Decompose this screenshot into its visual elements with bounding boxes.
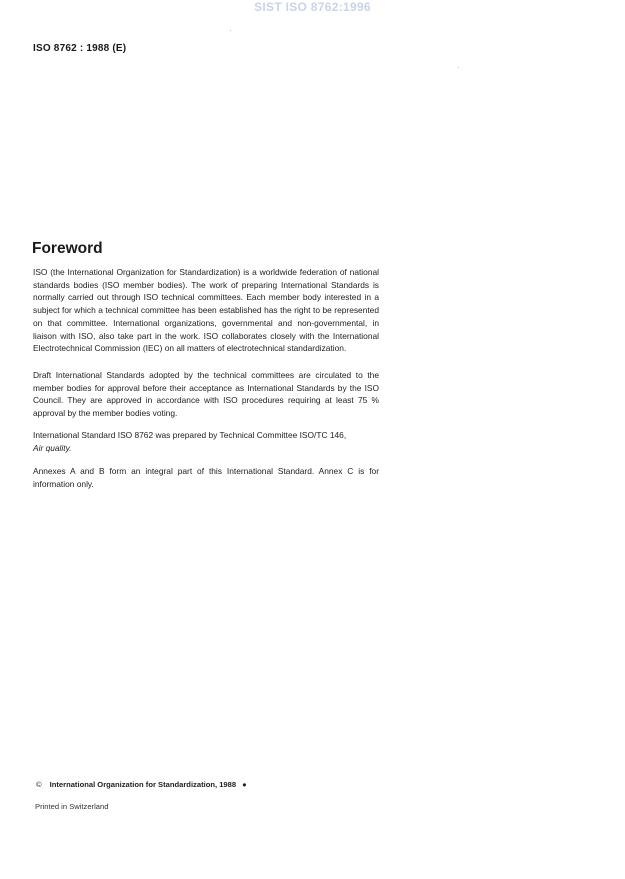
paragraph-draft-approval: Draft International Standards adopted by the technical committees are circulated to the member bodies for approval before their acceptance as International Standards by the ISO Council. They are approved in accordance with ISO procedures requiring at least 75 % approval by the member bodies voting. [33, 370, 379, 419]
watermark: SIST ISO 8762:1996 [254, 0, 371, 14]
page-title: Foreword [32, 240, 103, 257]
paragraph-annexes: Annexes A and B form an integral part of this International Standard. Annex C is for information only. [33, 466, 379, 489]
copyright-line [36, 780, 247, 789]
paragraph-iso-overview: ISO (the International Organization for Standardization) is a worldwide federation of national standards bodies (ISO member bodies). The work of preparing International Standards is normally carried out through ISO technical committees. Each member body interested in a subject for which a technical committee has been established has the right to be represented on that committee. International organizations, governmental and non-governmental, in liaison with ISO, also take part in the work. ISO collaborates closely with the International Electrotechnical Commission (IEC) on all matters of electrotechnical standardization. [33, 267, 379, 354]
scan-speck [230, 30, 231, 31]
scan-speck [458, 67, 459, 68]
prepared-by-text: International Standard ISO 8762 was prepared by Technical Committee ISO/TC 146, [33, 430, 347, 440]
paragraph-prepared-by [33, 429, 379, 454]
copyright-icon: © [36, 780, 42, 789]
committee-subject: Air quality. [33, 442, 72, 453]
printed-in: Printed in Switzerland [35, 802, 109, 811]
document-id: ISO 8762 : 1988 (E) [33, 43, 127, 54]
bullet-icon: ● [242, 780, 247, 789]
copyright-text: International Organization for Standardization, 1988 [49, 780, 237, 789]
